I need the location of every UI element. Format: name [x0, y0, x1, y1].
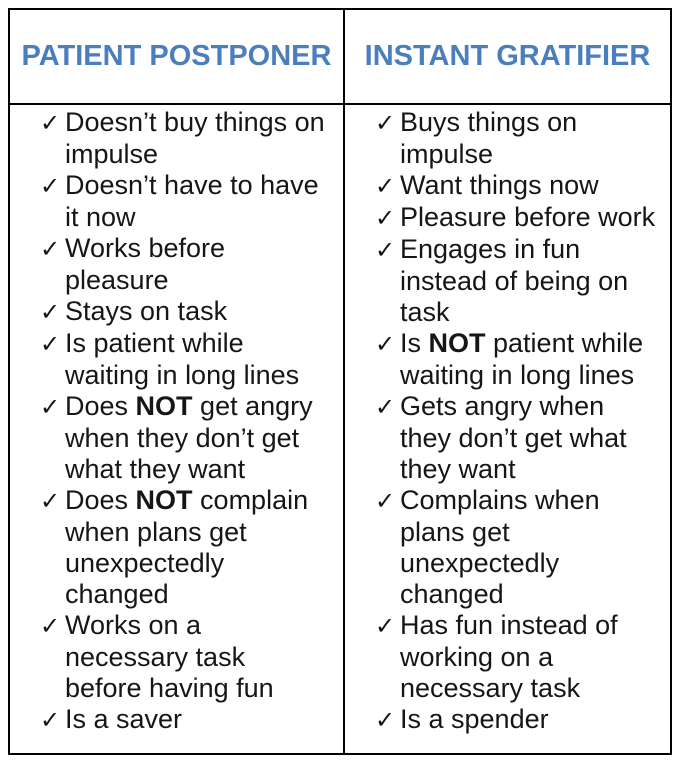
trait-item	[40, 328, 326, 391]
item-text: Gets angry when they don’t get what they want	[400, 391, 627, 484]
emphasis-text: NOT	[135, 485, 193, 515]
check-icon: ✓	[375, 487, 396, 515]
trait-list-instant-gratifier	[345, 105, 670, 736]
check-icon: ✓	[375, 109, 396, 137]
trait-item	[375, 391, 658, 485]
column-header-patient-postponer: PATIENT POSTPONER	[10, 10, 343, 105]
trait-item	[375, 328, 658, 391]
item-text: Works before pleasure	[65, 233, 226, 295]
check-icon: ✓	[40, 706, 61, 734]
trait-item	[40, 610, 326, 704]
check-icon: ✓	[40, 298, 61, 326]
item-text: Does	[65, 485, 136, 515]
item-text: Is	[400, 328, 429, 358]
trait-item	[375, 610, 658, 704]
trait-item	[40, 296, 326, 328]
item-text: Engages in fun instead of being on task	[400, 234, 629, 327]
item-text: Does	[65, 391, 136, 421]
item-text: get angry when they don’t get what they want	[65, 391, 313, 484]
check-icon: ✓	[40, 172, 61, 200]
check-icon: ✓	[375, 172, 396, 200]
check-icon: ✓	[40, 109, 61, 137]
trait-item	[40, 170, 326, 233]
column-instant-gratifier	[343, 10, 670, 753]
trait-item	[40, 233, 326, 296]
column-header-instant-gratifier: INSTANT GRATIFIER	[345, 10, 670, 105]
check-icon: ✓	[375, 204, 396, 232]
check-icon: ✓	[375, 330, 396, 358]
item-text: Doesn’t buy things on impulse	[65, 107, 325, 169]
trait-list-patient-postponer	[10, 105, 343, 736]
trait-item	[40, 704, 326, 736]
trait-item	[375, 202, 658, 234]
item-text: Has fun instead of working on a necessary task	[400, 610, 618, 703]
column-patient-postponer	[10, 10, 343, 753]
check-icon: ✓	[40, 330, 61, 358]
check-icon: ✓	[40, 612, 61, 640]
item-text: Works on a necessary task before having fun	[65, 610, 274, 703]
item-text: Buys things on impulse	[400, 107, 578, 169]
check-icon: ✓	[375, 612, 396, 640]
trait-item	[375, 107, 658, 170]
emphasis-text: NOT	[135, 391, 193, 421]
check-icon: ✓	[375, 393, 396, 421]
item-text: Complains when plans get unexpectedly changed	[400, 485, 600, 609]
check-icon: ✓	[40, 235, 61, 263]
trait-item	[375, 704, 658, 736]
item-text: Want things now	[400, 170, 599, 200]
item-text: Is a spender	[400, 704, 549, 734]
item-text: Stays on task	[65, 296, 228, 326]
item-text: Doesn’t have to have it now	[65, 170, 319, 232]
trait-item	[40, 485, 326, 610]
check-icon: ✓	[40, 393, 61, 421]
item-text: patient while waiting in long lines	[400, 328, 644, 390]
item-text: complain when plans get unexpectedly changed	[65, 485, 309, 609]
trait-item	[375, 234, 658, 328]
trait-item	[40, 391, 326, 485]
item-text: Is patient while waiting in long lines	[65, 328, 300, 390]
trait-item	[375, 170, 658, 202]
comparison-table	[8, 8, 672, 755]
check-icon: ✓	[375, 706, 396, 734]
check-icon: ✓	[375, 236, 396, 264]
trait-item	[40, 107, 326, 170]
trait-item	[375, 485, 658, 610]
item-text: Pleasure before work	[400, 202, 656, 232]
check-icon: ✓	[40, 487, 61, 515]
emphasis-text: NOT	[428, 328, 486, 358]
item-text: Is a saver	[65, 704, 183, 734]
